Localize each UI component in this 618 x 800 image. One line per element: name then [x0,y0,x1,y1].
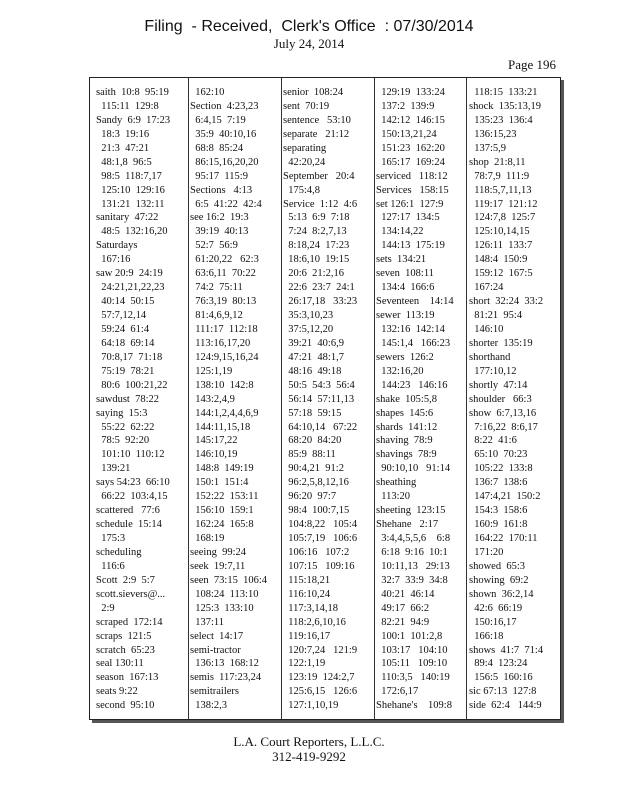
index-entry-line: 166:18 [469,630,504,642]
index-entry-line: sentence 53:10 [283,114,351,126]
index-column-3 [283,86,371,713]
index-entry-line: shavings 78:9 [376,449,437,461]
index-entry-line: September 20:4 [283,170,355,182]
index-entry-line: scraped 172:14 [96,616,163,628]
index-entry-line: 124:9,15,16,24 [190,351,259,363]
index-entry-line: shoulder 66:3 [469,393,532,405]
index-entry-line: 100:1 101:2,8 [376,630,443,642]
index-entry-line: 40:21 46:14 [376,588,435,600]
index-entry-line: 145:1,4 166:23 [376,337,451,349]
index-entry-line: 89:4 123:24 [469,658,528,670]
index-entry-line: shorthand [469,351,511,363]
index-entry-line: semi-tractor [190,644,241,656]
index-entry-line: 154:3 158:6 [469,505,528,517]
index-entry-line: 18:3 19:16 [96,128,150,140]
column-divider [281,78,282,719]
index-entry-line: 39:19 40:13 [190,226,249,238]
index-entry-line: shake 105:5,8 [376,393,437,405]
index-entry-line: 110:3,5 140:19 [376,672,450,684]
index-entry-line: 8:18,24 17:23 [283,240,350,252]
index-entry-line: shop 21:8,11 [469,156,526,168]
index-entry-line: Shehane's 109:8 [376,700,452,712]
index-entry-line: 32:7 33:9 34:8 [376,574,448,586]
index-entry-line: 47:21 48:1,7 [283,351,344,363]
index-entry-line: 98:5 118:7,17 [96,170,162,182]
index-entry-line: sawdust 78:22 [96,393,159,405]
index-entry-line: 177:10,12 [469,365,517,377]
index-entry-line: seven 108:11 [376,268,434,280]
index-entry-line: 5:13 6:9 7:18 [283,212,350,224]
index-entry-line: 18:6,10 19:15 [283,254,350,266]
index-entry-line: 68:8 85:24 [190,142,244,154]
index-entry-line: 123:19 124:2,7 [283,672,355,684]
index-entry-line: 138:2,3 [190,700,228,712]
index-entry-line: 125:10,14,15 [469,226,530,238]
index-entry-line: 135:23 136:4 [469,114,533,126]
transcript-date: July 24, 2014 [273,36,345,51]
index-entry-line: 172:6,17 [376,686,419,698]
index-entry-line: 48:5 132:16,20 [96,226,168,238]
index-entry-line: 115:11 129:8 [96,100,159,112]
index-entry-line: 122:1,19 [283,658,326,670]
index-entry-line: see 16:2 19:3 [190,212,249,224]
index-entry-line: 106:16 107:2 [283,546,350,558]
index-entry-line: Scott 2:9 5:7 [96,574,155,586]
index-entry-line: 70:8,17 71:18 [96,351,163,363]
index-entry-line: 56:14 57:11,13 [283,393,355,405]
index-entry-line: shorter 135:19 [469,337,533,349]
index-entry-line: shock 135:13,19 [469,100,542,112]
index-entry-line: 160:9 161:8 [469,519,528,531]
index-entry-line: 136:15,23 [469,128,517,140]
index-entry-line: senior 108:24 [283,87,344,98]
index-entry-line: Seventeen 14:14 [376,296,454,308]
index-entry-line: 57:18 59:15 [283,407,342,419]
index-entry-line: 144:11,15,18 [190,421,251,433]
index-entry-line: seats 9:22 [96,686,138,698]
index-entry-line: 124:7,8 125:7 [469,212,536,224]
index-entry-line: 137:5,9 [469,142,507,154]
index-entry-line: schedule 15:14 [96,519,162,531]
index-entry-line: 159:12 167:5 [469,268,533,280]
index-entry-line: Sections 4:13 [190,184,253,196]
index-entry-line: 55:22 62:22 [96,421,155,433]
column-divider [466,78,467,719]
index-entry-line: scott.sievers@... [96,588,166,600]
index-entry-line: shortly 47:14 [469,379,528,391]
index-entry-line: saw 20:9 24:19 [96,268,163,280]
index-entry-line: Services 158:15 [376,184,449,196]
index-entry-line: 111:17 112:18 [190,323,258,335]
index-entry-line: scratch 65:23 [96,644,155,656]
index-entry-line: 74:2 75:11 [190,282,243,294]
court-reporter-phone: 312-419-9292 [272,749,346,764]
index-entry-line: sets 134:21 [376,254,427,266]
index-entry-line: 7:24 8:2,7,13 [283,226,347,238]
index-entry-line: shards 141:12 [376,421,438,433]
index-entry-line: shapes 145:6 [376,407,434,419]
index-entry-line: Shehane 2:17 [376,519,439,531]
index-entry-line: scattered 77:6 [96,505,160,517]
index-entry-line: 132:16 142:14 [376,323,445,335]
index-entry-line: 116:10,24 [283,588,331,600]
index-entry-line: shown 36:2,14 [469,588,534,600]
index-entry-line: 35:3,10,23 [283,310,334,321]
index-entry-line: 119:17 121:12 [469,198,538,210]
index-entry-line: showing 69:2 [469,574,529,586]
index-entry-line: 175:3 [96,533,126,544]
index-entry-line: 86:15,16,20,20 [190,156,259,168]
index-entry-line: 49:17 66:2 [376,602,430,614]
column-divider [374,78,375,719]
index-entry-line: 134:4 166:6 [376,282,435,294]
index-entry-line: 156:5 160:16 [469,672,533,684]
index-entry-line: scraps 121:5 [96,630,152,642]
index-entry-line: serviced 118:12 [376,170,448,182]
index-entry-line: 78:7,9 111:9 [469,170,530,182]
index-entry-line: 132:16,20 [376,365,424,377]
index-entry-line: 167:24 [469,282,504,294]
page-number: Page 196 [507,57,556,72]
index-entry-line: 22:6 23:7 24:1 [283,282,355,294]
index-entry-line: saying 15:3 [96,407,148,419]
index-entry-line: 104:8,22 105:4 [283,519,358,531]
index-entry-line: 96:2,5,8,12,16 [283,477,349,489]
index-entry-line: 119:16,17 [283,630,331,642]
index-entry-line: 125:10 129:16 [96,184,165,196]
index-entry-line: 142:12 146:15 [376,114,445,126]
index-entry-line: select 14:17 [190,630,244,642]
index-entry-line: 164:22 170:11 [469,533,538,544]
index-entry-line: 167:16 [96,254,131,266]
index-entry-line: 136:13 168:12 [190,658,259,670]
index-entry-line: 78:5 92:20 [96,435,150,447]
index-entry-line: 171:20 [469,546,504,558]
index-entry-line: short 32:24 33:2 [469,296,544,308]
filing-stamp-header: Filing - Received, Clerk's Office : 07/30/2014 [144,18,474,35]
index-entry-line: 125:1,19 [190,365,233,377]
index-entry-line: 90:4,21 91:2 [283,463,344,475]
index-entry-line: 152:22 153:11 [190,491,259,503]
index-entry-line: saith 10:8 95:19 [96,87,169,98]
index-entry-line: 125:6,15 126:6 [283,686,358,698]
index-entry-line: 35:9 40:10,16 [190,128,257,140]
index-entry-line: second 95:10 [96,700,155,712]
index-entry-line: 20:6 21:2,16 [283,268,344,280]
index-entry-line: show 6:7,13,16 [469,407,537,419]
index-entry-line: 143:2,4,9 [190,393,235,405]
index-column-1 [96,86,184,713]
index-entry-line: 118:5,7,11,13 [469,184,532,196]
index-entry-line: 116:6 [96,560,125,572]
index-entry-line: 61:20,22 62:3 [190,254,259,266]
index-entry-line: 145:17,22 [190,435,238,447]
index-entry-line: 148:4 150:9 [469,254,528,266]
index-entry-line: 150:13,21,24 [376,128,437,140]
index-entry-line: set 126:1 127:9 [376,198,444,210]
index-entry-line: seeing 99:24 [190,546,246,558]
index-entry-line: showed 65:3 [469,560,525,572]
index-entry-line: 137:2 139:9 [376,100,435,112]
index-entry-line: says 54:23 66:10 [96,477,170,489]
index-entry-line: 125:3 133:10 [190,602,254,614]
index-entry-line: 48:1,8 96:5 [96,156,152,168]
index-entry-line: 147:4,21 150:2 [469,491,541,503]
index-entry-line: 103:17 104:10 [376,644,448,656]
index-entry-line: 7:16,22 8:6,17 [469,421,538,433]
index-entry-line: 105:7,19 106:6 [283,533,358,544]
index-entry-line: seal 130:11 [96,658,144,670]
index-entry-line: 95:17 115:9 [190,170,248,182]
index-entry-line: 3:4,4,5,5,6 6:8 [376,533,451,544]
index-entry-line: 63:6,11 70:22 [190,268,256,280]
index-entry-line: 50:5 54:3 56:4 [283,379,355,391]
index-entry-line: 115:18,21 [283,574,331,586]
index-entry-line: 144:1,2,4,4,6,9 [190,407,259,419]
index-entry-line: 118:2,6,10,16 [283,616,346,628]
index-entry-line: 168:19 [190,533,225,544]
index-entry-line: 40:14 50:15 [96,296,155,308]
index-entry-line: sewer 113:19 [376,310,435,321]
index-entry-line: 85:9 88:11 [283,449,336,461]
index-entry-line: 118:15 133:21 [469,87,538,98]
index-entry-line: 65:10 70:23 [469,449,528,461]
index-entry-line: 82:21 94:9 [376,616,430,628]
word-index-box [89,77,561,720]
index-entry-line: 139:21 [96,463,131,475]
index-entry-line: 80:6 100:21,22 [96,379,168,391]
index-entry-line: 98:4 100:7,15 [283,505,350,517]
index-column-4 [376,86,464,713]
index-entry-line: 101:10 110:12 [96,449,165,461]
index-entry-line: 165:17 169:24 [376,156,445,168]
index-entry-line: semis 117:23,24 [190,672,262,684]
index-entry-line: 76:3,19 80:13 [190,296,257,308]
index-entry-line: sheeting 123:15 [376,505,446,517]
index-entry-line: 144:23 146:16 [376,379,448,391]
index-entry-line: 96:20 97:7 [283,491,337,503]
index-entry-line: 162:24 165:8 [190,519,254,531]
index-entry-line: 156:10 159:1 [190,505,254,517]
index-entry-line: 108:24 113:10 [190,588,259,600]
index-entry-line: 113:16,17,20 [190,337,251,349]
index-entry-line: 113:20 [376,491,411,503]
index-entry-line: 21:3 47:21 [96,142,150,154]
index-entry-line: sheathing [376,477,417,489]
index-entry-line: 6:5 41:22 42:4 [190,198,262,210]
index-entry-line: 129:19 133:24 [376,87,445,98]
index-entry-line: 64:18 69:14 [96,337,155,349]
column-divider [188,78,189,719]
index-entry-line: Service 1:12 4:6 [283,198,358,210]
index-entry-line: 148:8 149:19 [190,463,254,475]
index-column-2 [190,86,278,713]
index-entry-line: season 167:13 [96,672,159,684]
index-entry-line: 146:10,19 [190,449,238,461]
index-entry-line: semitrailers [190,686,239,698]
court-reporter-company: L.A. Court Reporters, L.L.C. [233,734,385,749]
index-entry-line: 52:7 56:9 [190,240,238,252]
index-entry-line: 105:22 133:8 [469,463,533,475]
index-entry-line: 117:3,14,18 [283,602,339,614]
index-entry-line: 6:18 9:16 10:1 [376,546,448,558]
index-entry-line: 57:7,12,14 [96,310,147,321]
index-entry-line: scheduling [96,546,142,558]
index-entry-line: 151:23 162:20 [376,142,445,154]
index-entry-line: 64:10,14 67:22 [283,421,358,433]
index-entry-line: 42:20,24 [283,156,326,168]
index-entry-line: 66:22 103:4,15 [96,491,168,503]
index-entry-line: 144:13 175:19 [376,240,445,252]
index-entry-line: 59:24 61:4 [96,323,150,335]
index-entry-line: sent 70:19 [283,100,330,112]
index-entry-line: 146:10 [469,323,504,335]
index-entry-line: 120:7,24 121:9 [283,644,358,656]
index-entry-line: 39:21 40:6,9 [283,337,344,349]
index-entry-line: 105:11 109:10 [376,658,448,670]
index-entry-line: 6:4,15 7:19 [190,114,246,126]
index-entry-line: seek 19:7,11 [190,560,246,572]
index-entry-line: 137:11 [190,616,225,628]
index-entry-line: separating [283,142,327,154]
index-entry-line: sewers 126:2 [376,351,434,363]
index-entry-line: 127:1,10,19 [283,700,339,712]
index-entry-line: seen 73:15 106:4 [190,574,267,586]
index-entry-line: Saturdays [96,240,138,252]
index-entry-line: side 62:4 144:9 [469,700,542,712]
index-entry-line: 175:4,8 [283,184,321,196]
index-entry-line: 68:20 84:20 [283,435,342,447]
index-entry-line: 138:10 142:8 [190,379,254,391]
index-entry-line: 150:16,17 [469,616,517,628]
index-entry-line: 42:6 66:19 [469,602,523,614]
index-entry-line: 26:17,18 33:23 [283,296,358,308]
index-entry-line: 134:14,22 [376,226,424,238]
index-entry-line: sic 67:13 127:8 [469,686,537,698]
index-entry-line: separate 21:12 [283,128,350,140]
index-entry-line: 81:21 95:4 [469,310,523,321]
index-entry-line: sanitary 47:22 [96,212,159,224]
index-entry-line: 10:11,13 29:13 [376,560,450,572]
index-entry-line: 107:15 109:16 [283,560,355,572]
index-entry-line: shaving 78:9 [376,435,433,447]
index-entry-line: 37:5,12,20 [283,323,334,335]
index-entry-line: 2:9 [96,602,115,614]
index-entry-line: 90:10,10 91:14 [376,463,451,475]
index-entry-line: 162:10 [190,87,225,98]
index-entry-line: 81:4,6,9,12 [190,310,243,321]
index-entry-line: 131:21 132:11 [96,198,165,210]
index-entry-line: shows 41:7 71:4 [469,644,544,656]
index-entry-line: 126:11 133:7 [469,240,533,252]
index-entry-line: 48:16 49:18 [283,365,342,377]
index-column-5 [469,86,557,713]
index-entry-line: 75:19 78:21 [96,365,155,377]
index-entry-line: Sandy 6:9 17:23 [96,114,171,126]
index-entry-line: 127:17 134:5 [376,212,440,224]
index-entry-line: 136:7 138:6 [469,477,528,489]
index-entry-line: Section 4:23,23 [190,100,259,112]
index-entry-line: 150:1 151:4 [190,477,249,489]
index-entry-line: 24:21,21,22,23 [96,282,165,294]
index-entry-line: 8:22 41:6 [469,435,517,447]
